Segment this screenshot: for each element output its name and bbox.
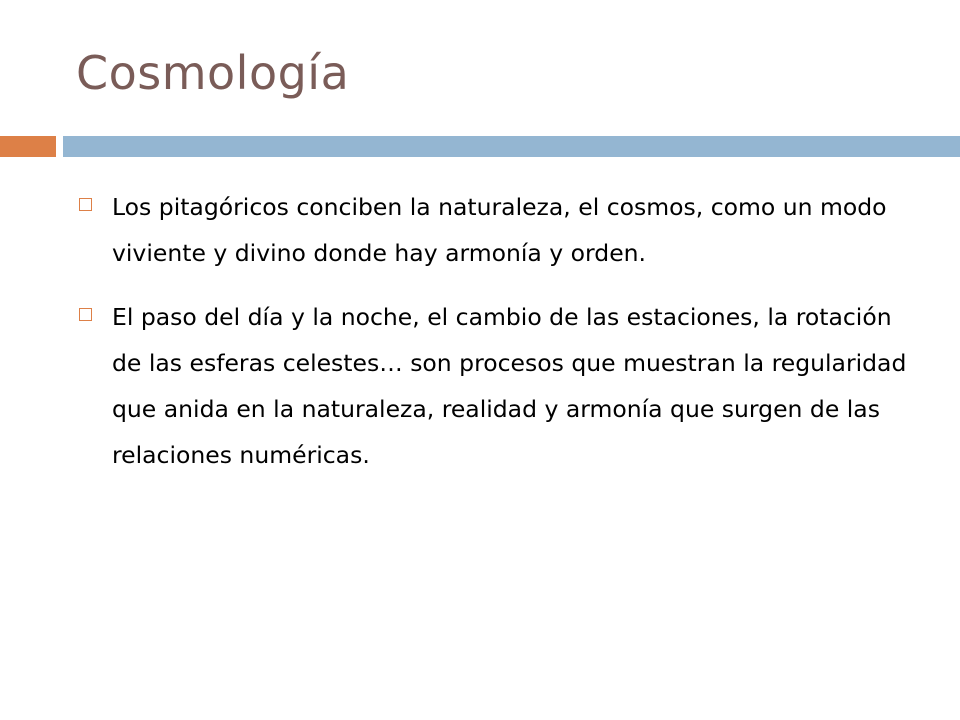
bullet-text: El paso del día y la noche, el cambio de las estaciones, la rotación de las esferas celestes… son procesos que muestran la regularidad que anida en la naturaleza, realidad y armonía que surgen de las relaciones numéricas. [112,303,907,469]
hollow-square-icon [79,308,92,321]
bullet-list [76,184,926,496]
bullet-text: Los pitagóricos conciben la naturaleza, el cosmos, como un modo viviente y divino donde hay armonía y orden. [112,193,887,267]
hollow-square-icon [79,198,92,211]
accent-bar-blue [63,136,960,157]
bullet-item [76,294,926,478]
slide-title: Cosmología [76,46,350,100]
bullet-item [76,184,926,276]
accent-bar-orange [0,136,56,157]
